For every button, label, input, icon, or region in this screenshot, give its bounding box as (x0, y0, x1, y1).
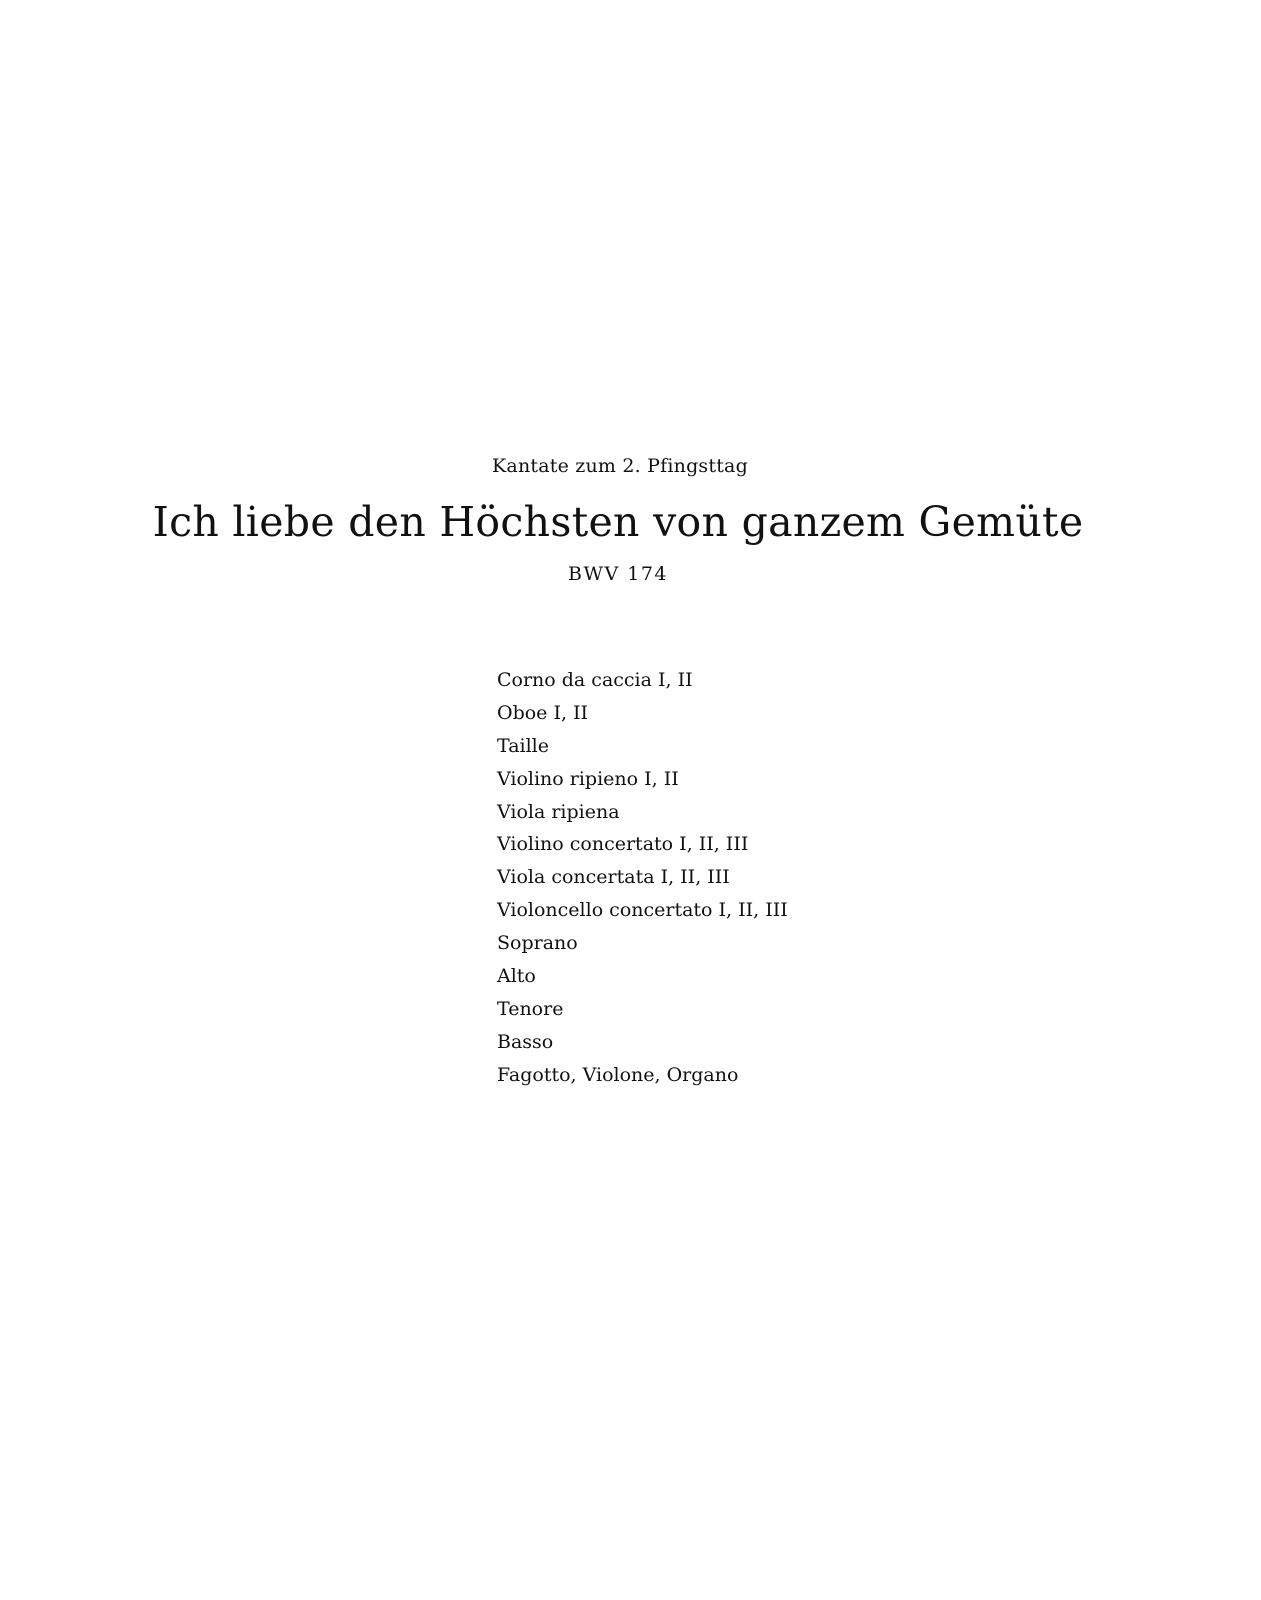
list-item: Corno da caccia I, II (497, 669, 693, 691)
list-item: Violoncello concertato I, II, III (497, 899, 788, 922)
list-item: Soprano (497, 932, 578, 955)
list-item: Tenore (497, 997, 564, 1020)
list-item: Viola concertata I, II, III (497, 866, 730, 889)
catalog-number: BWV 174 (567, 563, 669, 585)
cantata-subtitle: Kantate zum 2. Pfingsttag (492, 455, 748, 477)
list-item: Oboe I, II (497, 701, 589, 724)
list-item: Alto (497, 965, 536, 988)
list-item: Fagotto, Violone, Organo (497, 1063, 739, 1086)
list-item: Violino ripieno I, II (497, 767, 679, 790)
list-item: Violino concertato I, II, III (497, 833, 749, 856)
list-item: Taille (497, 734, 549, 757)
page-title: Ich liebe den Höchsten von ganzem Gemüte (152, 498, 1084, 546)
list-item: Viola ripiena (497, 800, 620, 823)
list-item: Basso (497, 1030, 554, 1053)
instrumentation-list (497, 666, 788, 1094)
